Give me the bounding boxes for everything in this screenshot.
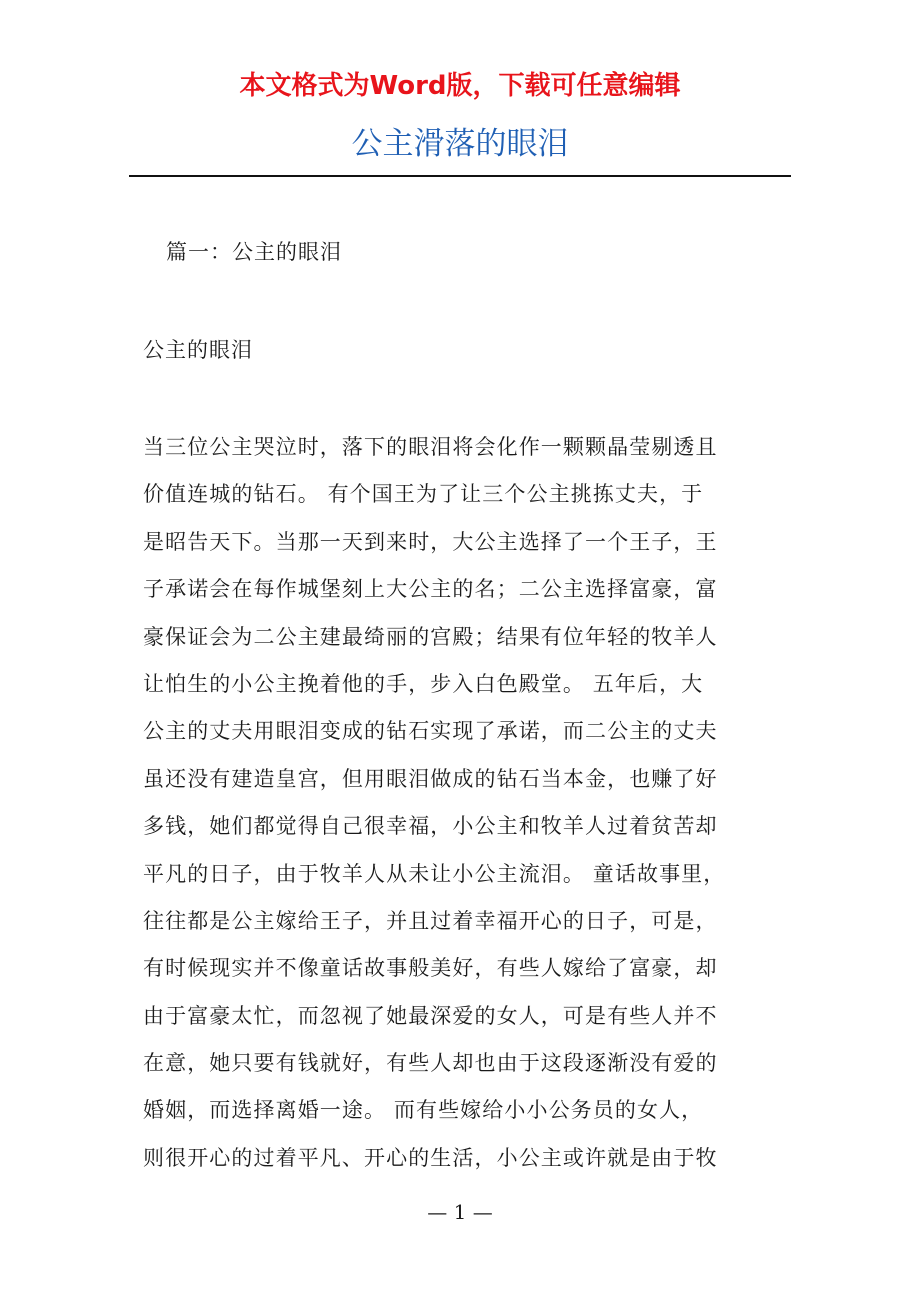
body-line: 在意，她只要有钱就好，有些人却也由于这段逐渐没有爱的 — [143, 1051, 718, 1076]
title-divider — [129, 175, 791, 177]
body-line: 子承诺会在每作城堡刻上大公主的名；二公主选择富豪，富 — [143, 577, 718, 602]
body-line: 有时候现实并不像童话故事般美好，有些人嫁给了富豪，却 — [143, 956, 718, 981]
story-title: 公主的眼泪 — [143, 338, 253, 362]
body-line: 多钱，她们都觉得自己很幸福，小公主和牧羊人过着贫苦却 — [143, 814, 718, 839]
body-line: 平凡的日子，由于牧羊人从未让小公主流泪。 童话故事里， — [143, 861, 726, 886]
section-heading: 篇一：公主的眼泪 — [166, 240, 342, 264]
body-line: 由于富豪太忙，而忽视了她最深爱的女人，可是有些人并不 — [143, 1003, 718, 1028]
body-line: 当三位公主哭泣时，落下的眼泪将会化作一颗颗晶莹剔透且 — [143, 435, 718, 459]
story-body — [143, 424, 783, 1182]
body-line: 是昭告天下。当那一天到来时，大公主选择了一个王子，王 — [143, 529, 718, 554]
body-line: 公主的丈夫用眼泪变成的钻石实现了承诺，而二公主的丈夫 — [143, 719, 718, 744]
body-line: 虽还没有建造皇宫，但用眼泪做成的钻石当本金，也赚了好 — [143, 766, 718, 791]
format-notice-banner: 本文格式为Word版，下载可任意编辑 — [239, 71, 681, 101]
body-line: 则很开心的过着平凡、开心的生活，小公主或许就是由于牧 — [143, 1145, 718, 1170]
body-line: 豪保证会为二公主建最绮丽的宫殿；结果有位年轻的牧羊人 — [143, 624, 718, 649]
body-line: 让怕生的小公主挽着他的手，步入白色殿堂。 五年后，大 — [143, 671, 704, 696]
body-line: 婚姻，而选择离婚一途。 而有些嫁给小小公务员的女人， — [143, 1098, 704, 1123]
page-number: — 1 — — [427, 1200, 493, 1224]
document-title: 公主滑落的眼泪 — [351, 126, 569, 162]
body-line: 价值连城的钻石。 有个国王为了让三个公主挑拣丈夫，于 — [143, 482, 704, 507]
body-line: 往往都是公主嫁给王子，并且过着幸福开心的日子，可是， — [143, 908, 718, 933]
